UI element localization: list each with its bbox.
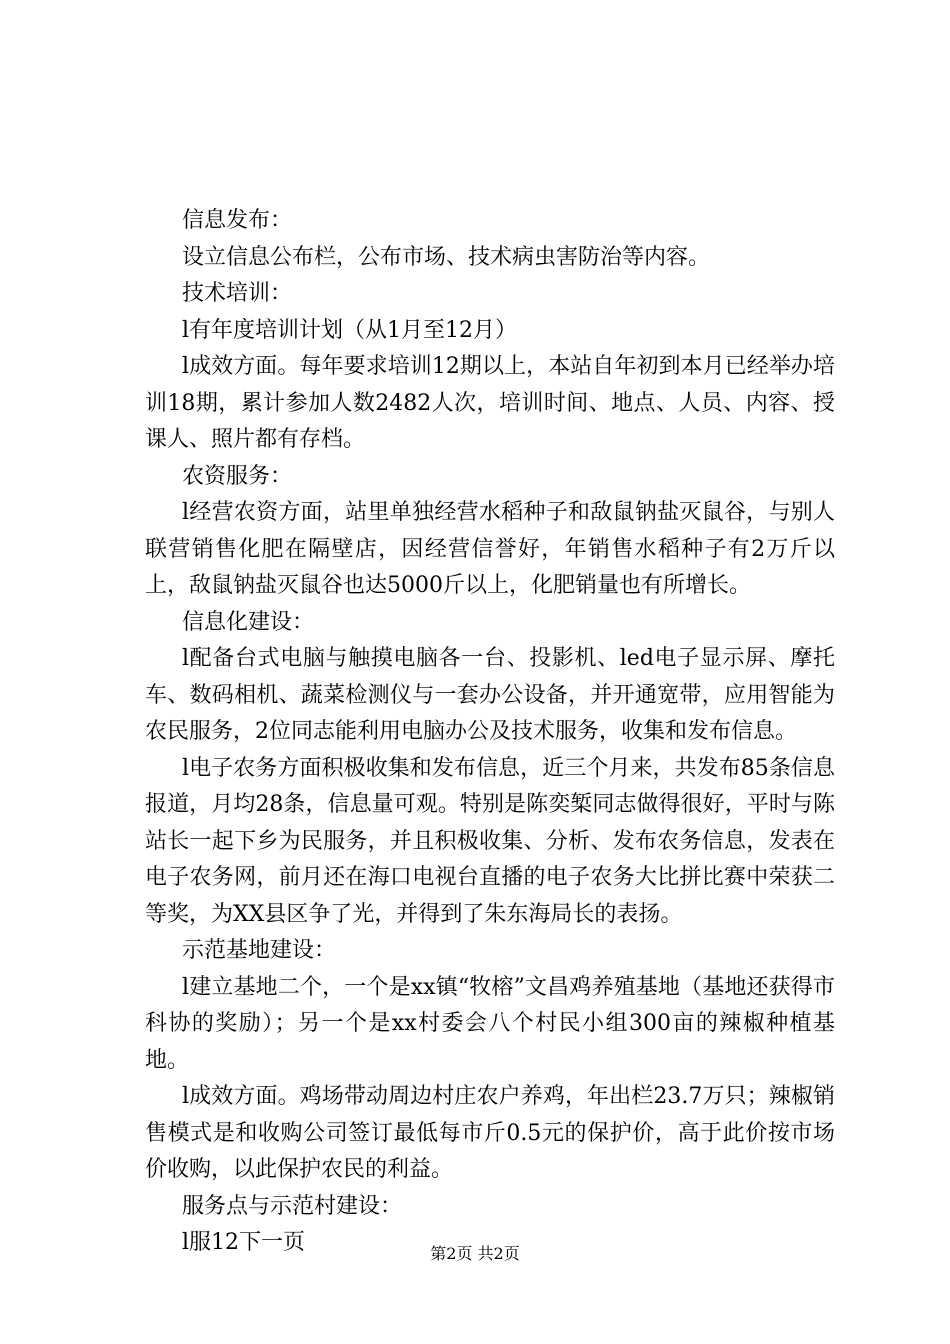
section-heading-informatization: 信息化建设： [182,609,315,635]
section-heading-agri-supplies: 农资服务： [182,463,293,489]
paragraph: l经营农资方面，站里单独经营水稻种子和敌鼠钠盐灭鼠谷，与别人联营销售化肥在隔壁店，因经营信誉好，年销售水稻种子有2万斤以上，敌鼠钠盐灭鼠谷也达5000斤以上，化肥销量也有所增长。 [145,500,835,598]
paragraph: l电子农务方面积极收集和发布信息，近三个月来，共发布85条信息报道，月均28条，信息量可观。特别是陈奕椠同志做得很好，平时与陈站长一起下乡为民服务，并且积极收集、分析、发布农务信息，发表在电子农务网，前月还在海口电视台直播的电子农务大比拼比赛中荣获二等奖，为XX县区争了光，并得到了朱东海局长的表扬。 [145,755,835,927]
paragraph: l成效方面。每年要求培训12期以上，本站自年初到本月已经举办培训18期，累计参加人数2482人次，培训时间、地点、人员、内容、授课人、照片都有存档。 [145,354,835,452]
paragraph: l成效方面。鸡场带动周边村庄农户养鸡，年出栏23.7万只；辣椒销售模式是和收购公司签订最低每市斤0.5元的保护价，高于此价按市场价收购，以此保护农民的利益。 [145,1084,835,1182]
paragraph: l有年度培训计划（从1月至12月） [182,317,518,343]
paragraph: l配备台式电脑与触摸电脑各一台、投影机、led电子显示屏、摩托车、数码相机、蔬菜检测仪与一套办公设备，并开通宽带，应用智能为农民服务，2位同志能利用电脑办公及技术服务，收集和发布信息。 [145,646,835,744]
section-heading-info-release: 信息发布： [182,208,293,233]
paragraph: l建立基地二个，一个是xx镇“牧榕”文昌鸡养殖基地（基地还获得市科协的奖励）；另一个是xx村委会八个村民小组300亩的辣椒种植基地。 [145,974,835,1073]
section-heading-demo-base: 示范基地建设： [182,938,337,963]
page-number-footer: 第2页 共2页 [430,1244,520,1263]
section-heading-service-points: 服务点与示范村建设： [182,1193,403,1219]
paragraph: l服12下一页 [182,1230,306,1255]
paragraph: 设立信息公布栏，公布市场、技术病虫害防治等内容。 [182,244,711,270]
document-body [145,203,835,1262]
section-heading-tech-training: 技术培训： [182,281,293,306]
